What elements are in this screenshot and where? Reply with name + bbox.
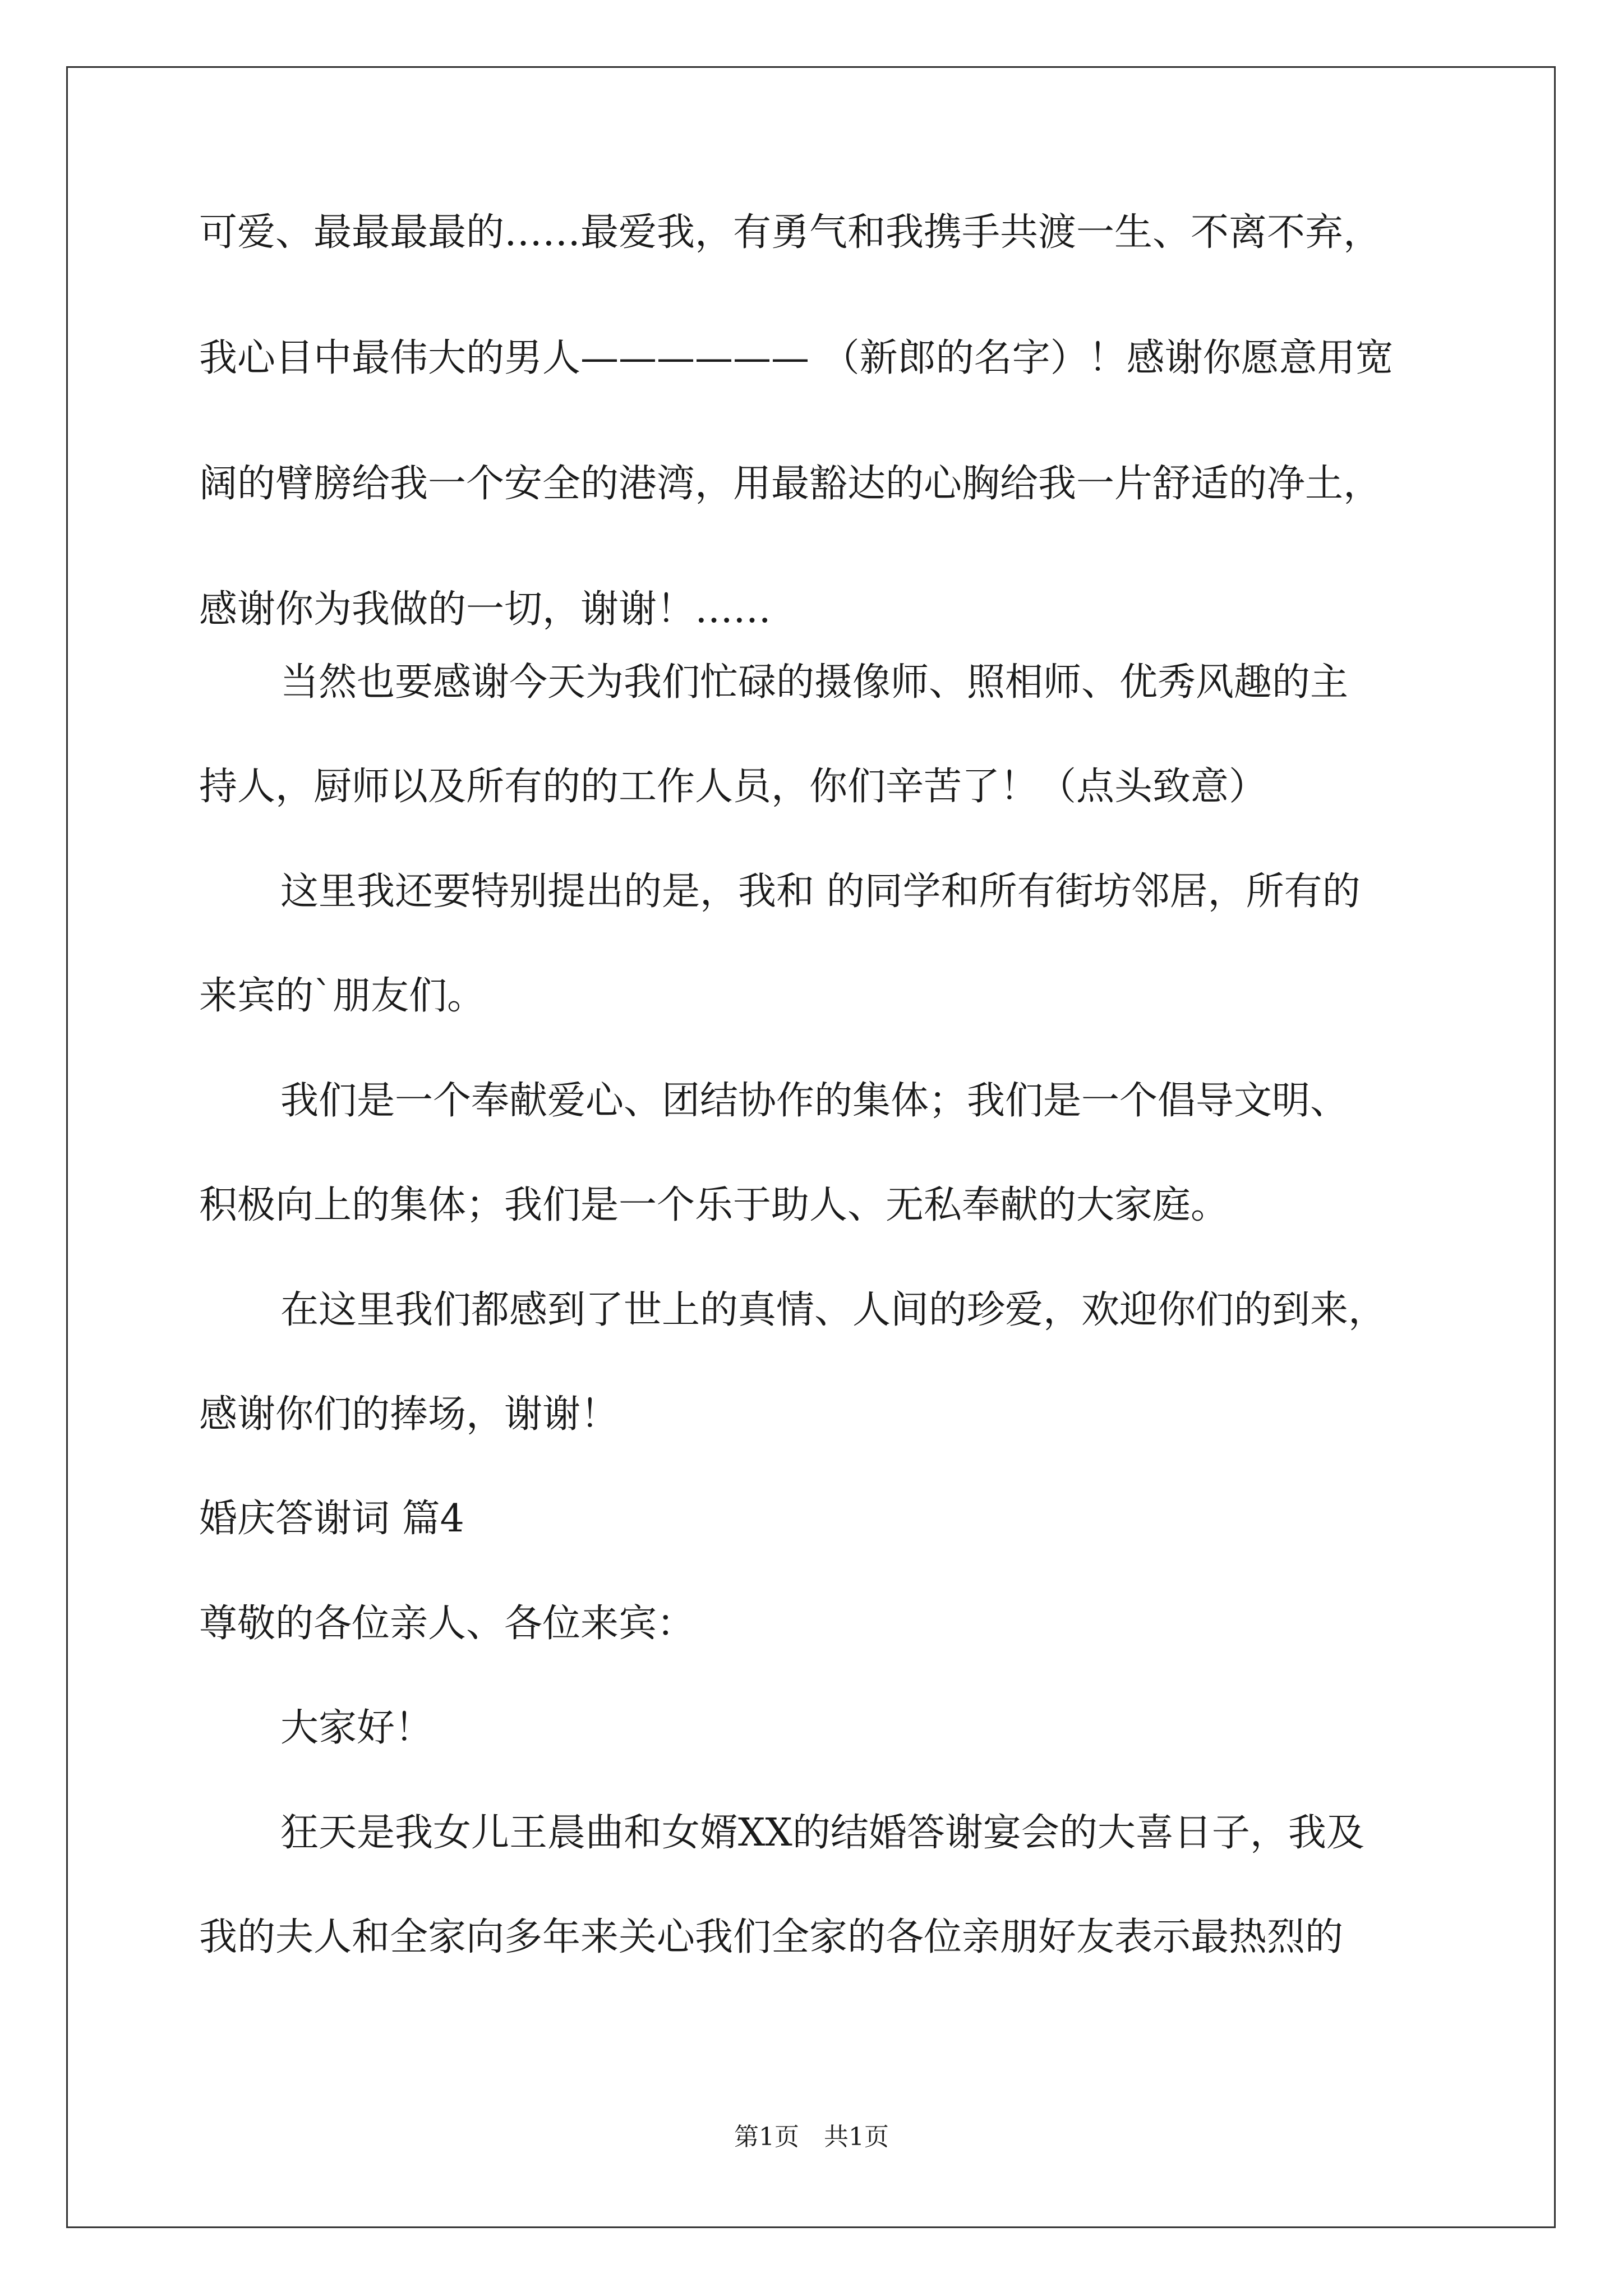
section-heading: 婚庆答谢词 篇4 xyxy=(199,1497,464,1541)
text-line: 来宾的`朋友们。 xyxy=(199,974,486,1018)
salutation: 尊敬的各位亲人、各位来宾： xyxy=(199,1602,695,1646)
text-line: 在这里我们都感到了世上的真情、人间的珍爱，欢迎你们的到来， xyxy=(280,1288,1387,1332)
text-line: 当然也要感谢今天为我们忙碌的摄像师、照相师、优秀风趣的主 xyxy=(280,660,1349,705)
text-line: 感谢你为我做的一切，谢谢！…… xyxy=(199,587,772,632)
text-line: 感谢你们的捧场，谢谢！ xyxy=(199,1392,619,1437)
text-line: 我的夫人和全家向多年来关心我们全家的各位亲朋好友表示最热烈的 xyxy=(199,1915,1344,1959)
text-line: 这里我还要特别提出的是，我和 的同学和所有街坊邻居，所有的 xyxy=(280,869,1361,914)
text-line: 我心目中最伟大的男人—————— （新郎的名字）！感谢你愿意用宽 xyxy=(199,336,1394,380)
text-line: 狂天是我女儿王晨曲和女婿XX的结婚答谢宴会的大喜日子，我及 xyxy=(280,1811,1364,1855)
page-border xyxy=(66,66,1556,2228)
text-line: 我们是一个奉献爱心、团结协作的集体；我们是一个倡导文明、 xyxy=(280,1079,1349,1123)
text-line: 持人，厨师以及所有的的工作人员，你们辛苦了！（点头致意） xyxy=(199,765,1267,809)
page-number: 第1页 共1页 xyxy=(734,2123,889,2151)
greeting: 大家好！ xyxy=(280,1706,434,1750)
text-line: 可爱、最最最最的……最爱我，有勇气和我携手共渡一生、不离不弃， xyxy=(199,210,1382,255)
text-line: 积极向上的集体；我们是一个乐于助人、无私奉献的大家庭。 xyxy=(199,1183,1229,1227)
text-line: 阔的臂膀给我一个安全的港湾，用最豁达的心胸给我一片舒适的净土， xyxy=(199,462,1382,506)
